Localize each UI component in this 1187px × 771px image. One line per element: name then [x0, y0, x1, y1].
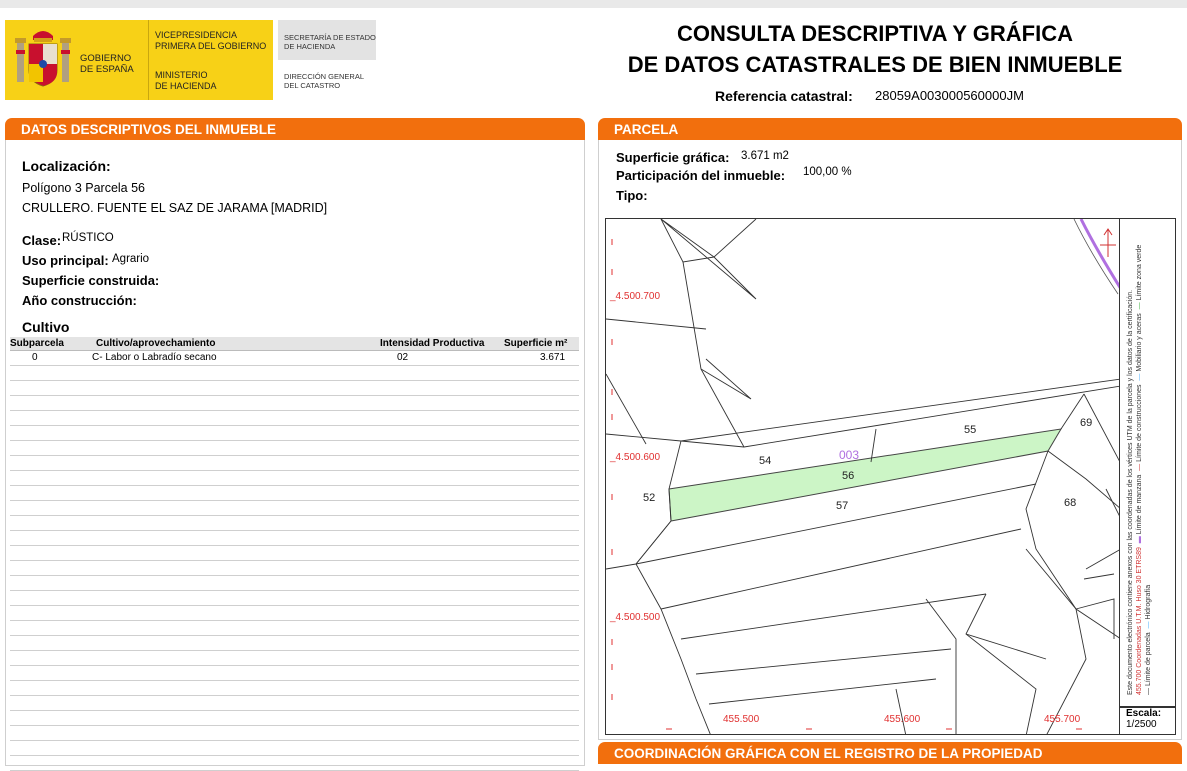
cell-cultivo: C- Labor o Labradío secano	[92, 352, 217, 363]
top-bar	[0, 0, 1187, 8]
clase-label: Clase:	[22, 233, 62, 248]
empty-table-row	[10, 591, 579, 606]
superficie-grafica-label: Superficie gráfica:	[616, 150, 730, 165]
col-intensidad: Intensidad Productiva	[380, 338, 485, 349]
coat-of-arms-icon	[13, 28, 73, 92]
hydrography-line	[1081, 219, 1120, 289]
cadastral-map[interactable]	[605, 218, 1120, 735]
legend-line1: Este documento electrónico contiene anexos con las coordenadas de los vértices UTM de la parcela y los datos de la certificación.	[1127, 289, 1134, 695]
datos-section-header: DATOS DESCRIPTIVOS DEL INMUEBLE	[5, 118, 585, 140]
legend-parcela: Límite de parcela	[1145, 632, 1152, 687]
ref-label: Referencia catastral:	[715, 88, 853, 104]
col-superficie: Superficie m²	[504, 338, 568, 349]
clase-value: RÚSTICO	[62, 232, 114, 244]
coordinacion-section-header: COORDINACIÓN GRÁFICA CON EL REGISTRO DE LA PROPIEDAD	[598, 742, 1182, 764]
ref-value: 28059A003000560000JM	[875, 88, 1024, 103]
legend-construcciones: Límite de construcciones	[1136, 384, 1143, 462]
col-cultivo: Cultivo/aprovechamiento	[96, 338, 216, 349]
cell-superficie: 3.671	[540, 352, 566, 363]
escala-box	[1120, 707, 1176, 735]
parcel-label-52: 52	[643, 492, 656, 504]
cultivo-table	[10, 337, 579, 771]
localizacion-label: Localización:	[22, 158, 111, 174]
y-label-700: _4.500.700	[610, 291, 661, 302]
x-label-500: 455.500	[723, 714, 760, 725]
participacion-label: Participación del inmueble:	[616, 168, 786, 183]
empty-table-row	[10, 426, 579, 441]
legend-text	[1126, 245, 1153, 695]
empty-table-row	[10, 606, 579, 621]
superficie-construida-label: Superficie construida:	[22, 273, 160, 288]
empty-table-row	[10, 666, 579, 681]
legend-line3: — Límite de parcela — Hidrografía	[1145, 584, 1152, 695]
parcel-label-57: 57	[836, 500, 849, 512]
empty-table-row	[10, 471, 579, 486]
vicepresidencia-text: VICEPRESIDENCIA PRIMERA DEL GOBIERNO	[155, 30, 267, 51]
empty-table-row	[10, 441, 579, 456]
legend-hidrografia: Hidrografía	[1145, 584, 1152, 620]
empty-table-row	[10, 696, 579, 711]
empty-table-row	[10, 621, 579, 636]
empty-table-row	[10, 456, 579, 471]
parcel-label-68: 68	[1064, 497, 1077, 509]
empty-table-row	[10, 396, 579, 411]
parcel-56-highlight[interactable]	[669, 429, 1061, 521]
empty-table-row	[10, 366, 579, 381]
empty-table-row	[10, 636, 579, 651]
empty-table-row	[10, 486, 579, 501]
parcel-label-54: 54	[759, 455, 772, 467]
empty-table-row	[10, 546, 579, 561]
empty-table-row	[10, 516, 579, 531]
parcel-label-56: 56	[842, 470, 855, 482]
empty-table-row	[10, 741, 579, 756]
legend-mobiliario: Mobiliario y aceras	[1136, 313, 1143, 372]
empty-table-row	[10, 501, 579, 516]
ministerio-text: MINISTERIO DE HACIENDA	[155, 70, 217, 91]
parcel-label-55: 55	[964, 424, 977, 436]
map-svg	[606, 219, 1120, 735]
gobierno-text: GOBIERNO DE ESPAÑA	[80, 53, 134, 75]
y-label-600: _4.500.600	[610, 452, 661, 463]
parcel-label-69: 69	[1080, 417, 1093, 429]
empty-table-row	[10, 561, 579, 576]
empty-table-row	[10, 531, 579, 546]
legend-utm: 455.700 Coordenadas U.T.M. Huso 30 ETRS89	[1136, 547, 1143, 695]
col-subparcela: Subparcela	[10, 338, 64, 349]
tipo-label: Tipo:	[616, 188, 648, 203]
empty-table-row	[10, 711, 579, 726]
empty-rows	[10, 366, 579, 771]
north-arrow-icon	[1100, 229, 1116, 257]
cultivo-label: Cultivo	[22, 319, 70, 335]
uso-value: Agrario	[112, 253, 150, 265]
legend-line2: 455.700 Coordenadas U.T.M. Huso 30 ETRS89 ▬ Límite de manzana — Límite de construcciones — Mobiliario y aceras — Límite zona verde	[1136, 244, 1143, 695]
localizacion-line2: CRULLERO. FUENTE EL SAZ DE JARAMA [MADRID]	[22, 201, 328, 215]
empty-table-row	[10, 726, 579, 741]
escala-label: Escala:	[1126, 708, 1162, 719]
cultivo-table-header	[10, 337, 579, 351]
empty-table-row	[10, 411, 579, 426]
localizacion-line1: Polígono 3 Parcela 56	[22, 181, 146, 195]
escala-value: 1/2500	[1126, 719, 1157, 730]
direccion-text: DIRECCIÓN GENERAL DEL CATASTRO	[284, 72, 365, 90]
empty-table-row	[10, 576, 579, 591]
empty-table-row	[10, 756, 579, 771]
polygon-label-003: 003	[839, 448, 860, 462]
x-label-600: 455.600	[884, 714, 921, 725]
empty-table-row	[10, 381, 579, 396]
logo-divider	[148, 20, 149, 100]
uso-label: Uso principal:	[22, 253, 109, 268]
table-row	[10, 351, 579, 366]
x-label-700: 455.700	[1044, 714, 1081, 725]
parcela-section-header: PARCELA	[598, 118, 1182, 140]
anio-construccion-label: Año construcción:	[22, 293, 137, 308]
cell-subparcela: 0	[32, 352, 38, 363]
empty-table-row	[10, 681, 579, 696]
participacion-value: 100,00 %	[803, 166, 852, 178]
empty-table-row	[10, 651, 579, 666]
cell-intensidad: 02	[397, 352, 409, 363]
legend-zona-verde: Límite zona verde	[1136, 244, 1143, 301]
gobierno-logo	[5, 20, 273, 100]
legend-manzana: Límite de manzana	[1136, 474, 1143, 535]
page-title: CONSULTA DESCRIPTIVA Y GRÁFICA DE DATOS CATASTRALES DE BIEN INMUEBLE	[627, 21, 1123, 77]
y-label-500: _4.500.500	[610, 612, 661, 623]
secretaria-text: SECRETARÍA DE ESTADO DE HACIENDA	[284, 33, 376, 51]
superficie-grafica-value: 3.671 m2	[741, 150, 789, 162]
